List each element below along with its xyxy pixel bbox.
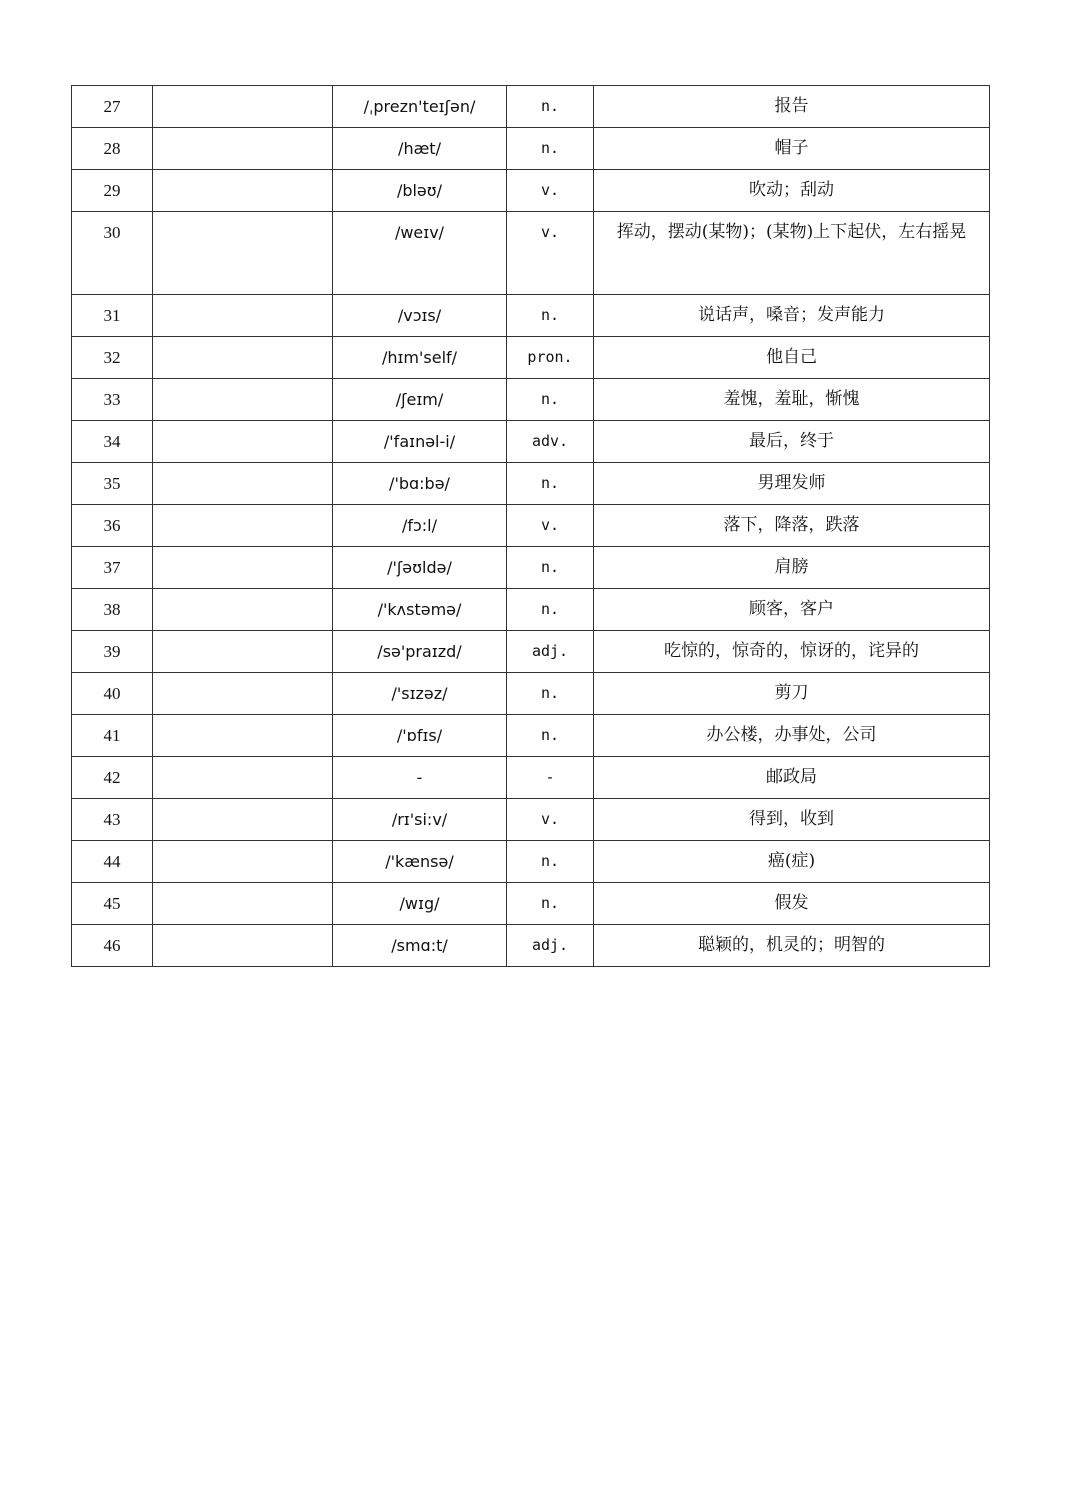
vocabulary-table [71,85,990,967]
phonetic-cell: /ˌprezn'teɪʃən/ [333,86,507,128]
table-row [72,925,990,967]
phonetic-cell: /hæt/ [333,128,507,170]
word-cell [153,421,333,463]
table-row [72,421,990,463]
word-cell [153,883,333,925]
meaning-cell: 最后，终于 [594,421,990,463]
phonetic-cell: /sə'praɪzd/ [333,631,507,673]
word-cell [153,295,333,337]
part-of-speech-cell: n. [507,295,594,337]
word-cell [153,170,333,212]
meaning-cell: 羞愧，羞耻，惭愧 [594,379,990,421]
row-number: 45 [72,883,153,925]
meaning-cell: 他自己 [594,337,990,379]
row-number: 33 [72,379,153,421]
part-of-speech-cell: v. [507,799,594,841]
table-row [72,86,990,128]
table-row [72,715,990,757]
table-row [72,589,990,631]
meaning-cell: 剪刀 [594,673,990,715]
table-row [72,379,990,421]
table-row [72,883,990,925]
row-number: 37 [72,547,153,589]
table-row [72,212,990,295]
phonetic-cell: /'ɒfɪs/ [333,715,507,757]
part-of-speech-cell: n. [507,673,594,715]
part-of-speech-cell: n. [507,883,594,925]
part-of-speech-cell: - [507,757,594,799]
meaning-cell: 挥动，摆动(某物)；(某物)上下起伏，左右摇晃 [594,212,990,295]
part-of-speech-cell: n. [507,715,594,757]
word-cell [153,925,333,967]
phonetic-cell: /smɑ:t/ [333,925,507,967]
word-cell [153,379,333,421]
meaning-cell: 报告 [594,86,990,128]
part-of-speech-cell: n. [507,589,594,631]
table-row [72,631,990,673]
part-of-speech-cell: n. [507,86,594,128]
row-number: 34 [72,421,153,463]
phonetic-cell: /fɔ:l/ [333,505,507,547]
phonetic-cell: /'kʌstəmə/ [333,589,507,631]
word-cell [153,841,333,883]
meaning-cell: 说话声，嗓音；发声能力 [594,295,990,337]
part-of-speech-cell: n. [507,463,594,505]
meaning-cell: 聪颖的，机灵的；明智的 [594,925,990,967]
meaning-cell: 吹动；刮动 [594,170,990,212]
part-of-speech-cell: n. [507,379,594,421]
meaning-cell: 假发 [594,883,990,925]
table-row [72,841,990,883]
word-cell [153,673,333,715]
word-cell [153,505,333,547]
table-row [72,170,990,212]
phonetic-cell: - [333,757,507,799]
row-number: 41 [72,715,153,757]
vocabulary-table-body [72,86,990,967]
table-row [72,337,990,379]
table-row [72,799,990,841]
meaning-cell: 癌(症) [594,841,990,883]
part-of-speech-cell: v. [507,212,594,295]
meaning-cell: 邮政局 [594,757,990,799]
row-number: 35 [72,463,153,505]
row-number: 36 [72,505,153,547]
table-row [72,505,990,547]
row-number: 38 [72,589,153,631]
row-number: 27 [72,86,153,128]
phonetic-cell: /'ʃəʊldə/ [333,547,507,589]
word-cell [153,337,333,379]
part-of-speech-cell: adv. [507,421,594,463]
row-number: 31 [72,295,153,337]
row-number: 42 [72,757,153,799]
word-cell [153,547,333,589]
part-of-speech-cell: adj. [507,631,594,673]
phonetic-cell: /'kænsə/ [333,841,507,883]
phonetic-cell: /'bɑ:bə/ [333,463,507,505]
row-number: 32 [72,337,153,379]
table-row [72,295,990,337]
phonetic-cell: /vɔɪs/ [333,295,507,337]
phonetic-cell: /ʃeɪm/ [333,379,507,421]
meaning-cell: 帽子 [594,128,990,170]
table-row [72,128,990,170]
phonetic-cell: /wɪg/ [333,883,507,925]
row-number: 29 [72,170,153,212]
word-cell [153,757,333,799]
row-number: 30 [72,212,153,295]
phonetic-cell: /'sɪzəz/ [333,673,507,715]
part-of-speech-cell: v. [507,505,594,547]
meaning-cell: 办公楼，办事处，公司 [594,715,990,757]
word-cell [153,589,333,631]
table-row [72,463,990,505]
part-of-speech-cell: n. [507,841,594,883]
part-of-speech-cell: n. [507,547,594,589]
table-row [72,547,990,589]
part-of-speech-cell: v. [507,170,594,212]
word-cell [153,128,333,170]
word-cell [153,799,333,841]
part-of-speech-cell: n. [507,128,594,170]
table-row [72,757,990,799]
part-of-speech-cell: pron. [507,337,594,379]
phonetic-cell: /weɪv/ [333,212,507,295]
meaning-cell: 落下，降落，跌落 [594,505,990,547]
word-cell [153,463,333,505]
phonetic-cell: /bləʊ/ [333,170,507,212]
phonetic-cell: /'faɪnəl-i/ [333,421,507,463]
word-cell [153,86,333,128]
word-cell [153,212,333,295]
meaning-cell: 得到，收到 [594,799,990,841]
row-number: 44 [72,841,153,883]
meaning-cell: 肩膀 [594,547,990,589]
phonetic-cell: /hɪm'self/ [333,337,507,379]
table-row [72,673,990,715]
meaning-cell: 吃惊的，惊奇的，惊讶的，诧异的 [594,631,990,673]
phonetic-cell: /rɪ'si:v/ [333,799,507,841]
row-number: 43 [72,799,153,841]
row-number: 46 [72,925,153,967]
word-cell [153,631,333,673]
row-number: 40 [72,673,153,715]
row-number: 28 [72,128,153,170]
meaning-cell: 男理发师 [594,463,990,505]
part-of-speech-cell: adj. [507,925,594,967]
word-cell [153,715,333,757]
meaning-cell: 顾客，客户 [594,589,990,631]
row-number: 39 [72,631,153,673]
